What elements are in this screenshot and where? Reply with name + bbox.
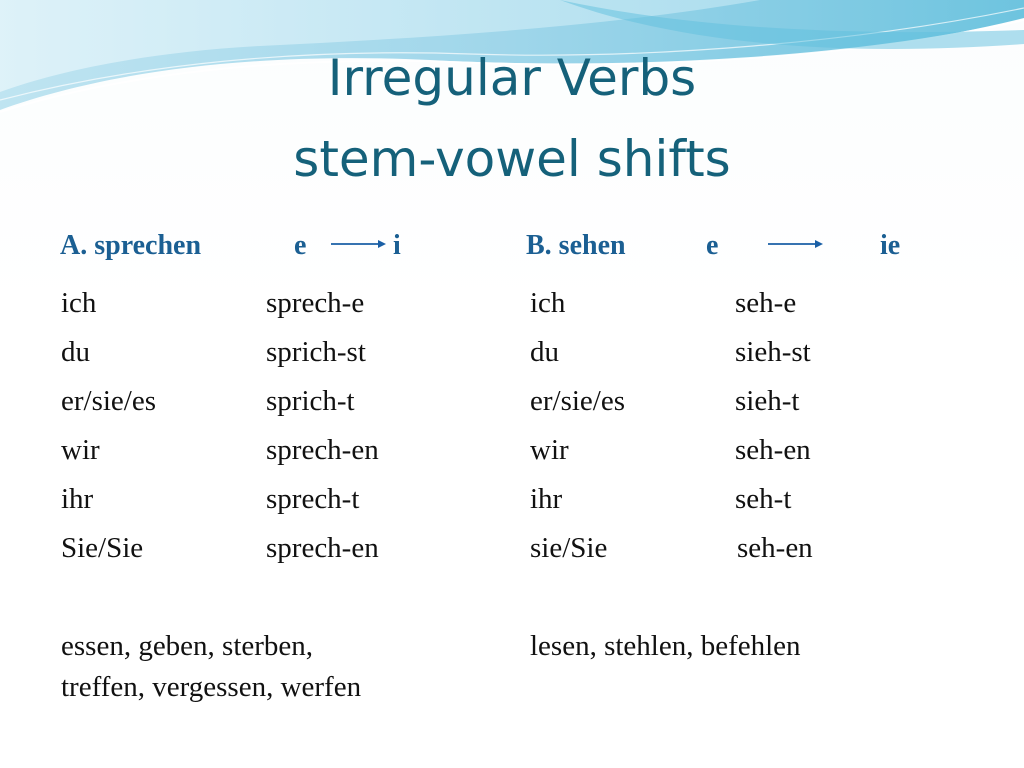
verb-form: sprech-e xyxy=(266,287,365,319)
pronoun: ich xyxy=(530,287,566,319)
pronoun: ihr xyxy=(61,483,94,515)
section-b-examples xyxy=(530,626,801,667)
pronoun: ihr xyxy=(530,483,563,515)
pronoun: du xyxy=(61,336,90,368)
conjugation-row xyxy=(61,279,481,328)
verb-form: sprech-en xyxy=(266,532,379,564)
pronoun: er/sie/es xyxy=(61,385,157,417)
conjugation-row xyxy=(530,328,950,377)
conjugation-row xyxy=(61,377,481,426)
conjugation-row xyxy=(530,426,950,475)
conjugation-row xyxy=(530,475,950,524)
pronoun: ich xyxy=(61,287,97,319)
conjugation-row xyxy=(530,524,950,573)
verb-form: seh-en xyxy=(737,532,813,564)
conjugation-row xyxy=(61,426,481,475)
examples-line-1: lesen, stehlen, befehlen xyxy=(530,630,801,662)
section-b-from-vowel: e xyxy=(706,230,719,261)
verb-form: sprech-t xyxy=(266,483,360,515)
verb-form: sieh-st xyxy=(735,336,811,368)
conjugation-row xyxy=(530,279,950,328)
section-a-conjugation xyxy=(61,279,481,573)
examples-line-1: essen, geben, sterben, xyxy=(61,630,314,662)
verb-form: sieh-t xyxy=(735,385,800,417)
verb-form: seh-t xyxy=(735,483,792,515)
section-a-label: A. sprechen xyxy=(60,230,202,261)
conjugation-row xyxy=(61,328,481,377)
section-b-heading xyxy=(0,226,1000,266)
title-line-2: stem-vowel shifts xyxy=(293,130,731,188)
verb-form: seh-e xyxy=(735,287,797,319)
pronoun: Sie/Sie xyxy=(61,532,144,564)
right-arrow-icon xyxy=(768,238,824,250)
slide-title xyxy=(0,48,1024,189)
pronoun: wir xyxy=(61,434,100,466)
pronoun: wir xyxy=(530,434,569,466)
section-a-to-vowel: i xyxy=(393,230,401,261)
verb-form: sprich-st xyxy=(266,336,366,368)
section-a-from-vowel: e xyxy=(294,230,307,261)
conjugation-row xyxy=(61,524,481,573)
conjugation-row xyxy=(530,377,950,426)
section-b-conjugation xyxy=(530,279,950,573)
verb-form: seh-en xyxy=(735,434,811,466)
verb-form: sprech-en xyxy=(266,434,379,466)
pronoun: du xyxy=(530,336,559,368)
section-b-to-vowel: ie xyxy=(880,230,901,261)
section-a-examples xyxy=(61,626,361,708)
pronoun: er/sie/es xyxy=(530,385,626,417)
conjugation-row xyxy=(61,475,481,524)
examples-line-2: treffen, vergessen, werfen xyxy=(61,671,362,703)
title-line-1: Irregular Verbs xyxy=(327,49,697,107)
section-b-label: B. sehen xyxy=(526,230,626,261)
verb-form: sprich-t xyxy=(266,385,355,417)
pronoun: sie/Sie xyxy=(530,532,608,564)
